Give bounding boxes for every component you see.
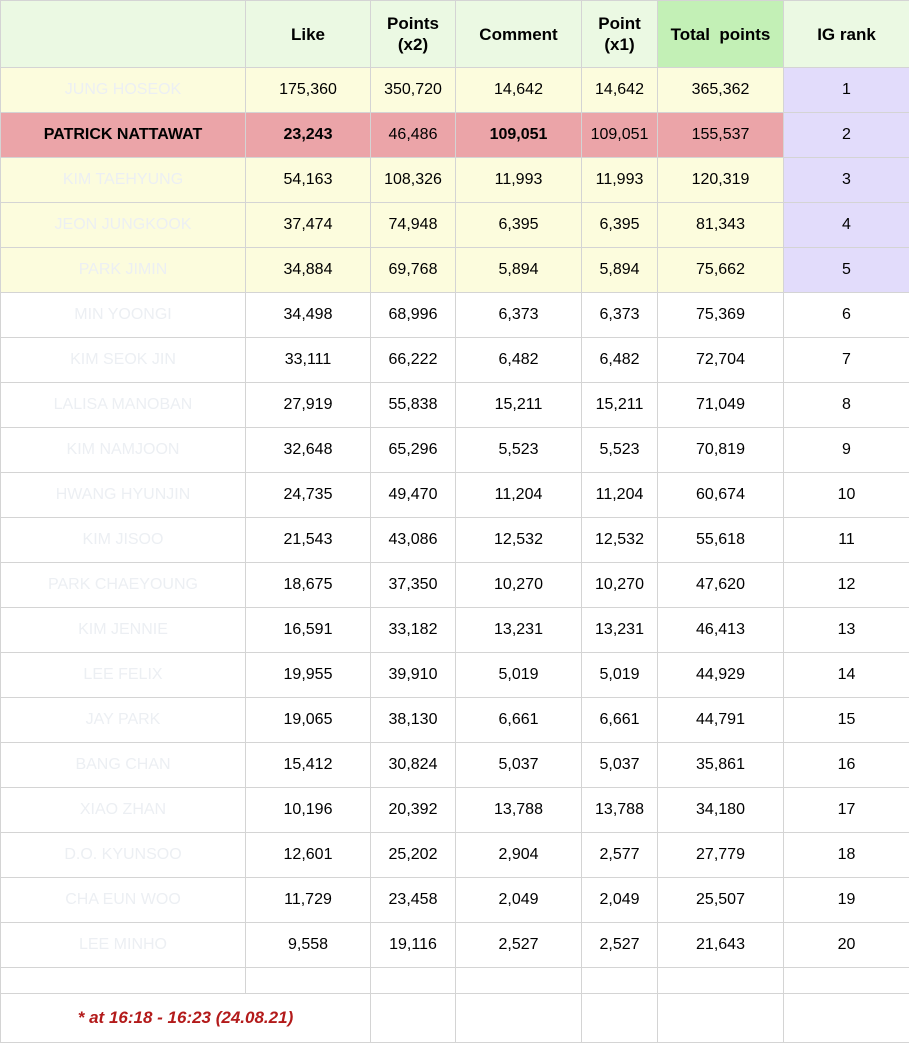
ig-rank-cell: 16 [784, 743, 909, 788]
header-points-x2-label: Points (x2) [387, 14, 439, 54]
name-cell: KIM TAEHYUNG [1, 158, 246, 203]
points-x2-cell: 37,350 [371, 563, 456, 608]
total-points-cell: 365,362 [658, 68, 784, 113]
total-points-cell: 34,180 [658, 788, 784, 833]
header-like-label: Like [290, 24, 326, 44]
total-points-cell: 35,861 [658, 743, 784, 788]
points-x2-cell: 350,720 [371, 68, 456, 113]
comment-cell: 5,894 [456, 248, 582, 293]
points-x2-cell: 33,182 [371, 608, 456, 653]
points-x2-cell: 38,130 [371, 698, 456, 743]
like-cell: 33,111 [246, 338, 371, 383]
like-cell: 54,163 [246, 158, 371, 203]
table-row [1, 698, 909, 743]
like-cell: 19,955 [246, 653, 371, 698]
total-points-cell: 75,662 [658, 248, 784, 293]
point-x1-cell: 15,211 [582, 383, 658, 428]
total-points-cell: 155,537 [658, 113, 784, 158]
comment-cell: 2,527 [456, 923, 582, 968]
total-points-cell: 46,413 [658, 608, 784, 653]
like-cell: 34,498 [246, 293, 371, 338]
like-cell: 12,601 [246, 833, 371, 878]
comment-cell: 6,482 [456, 338, 582, 383]
comment-cell: 5,019 [456, 653, 582, 698]
header-point-x1 [582, 1, 658, 68]
footer-row [1, 994, 909, 1043]
point-x1-cell: 13,788 [582, 788, 658, 833]
comment-cell: 11,204 [456, 473, 582, 518]
ig-rank-cell: 13 [784, 608, 909, 653]
table-row [1, 338, 909, 383]
total-points-cell: 81,343 [658, 203, 784, 248]
points-x2-cell: 108,326 [371, 158, 456, 203]
points-x2-cell: 68,996 [371, 293, 456, 338]
like-cell: 18,675 [246, 563, 371, 608]
header-comment-label: Comment [479, 24, 558, 44]
points-x2-cell: 46,486 [371, 113, 456, 158]
comment-cell: 12,532 [456, 518, 582, 563]
ig-rank-cell: 15 [784, 698, 909, 743]
point-x1-cell: 6,661 [582, 698, 658, 743]
ig-rank-cell: 11 [784, 518, 909, 563]
header-comment [456, 1, 582, 68]
points-x2-cell: 66,222 [371, 338, 456, 383]
name-cell: XIAO ZHAN [1, 788, 246, 833]
like-cell: 10,196 [246, 788, 371, 833]
table-row [1, 293, 909, 338]
table-row [1, 68, 909, 113]
name-cell: JEON JUNGKOOK [1, 203, 246, 248]
point-x1-cell: 5,523 [582, 428, 658, 473]
comment-cell: 10,270 [456, 563, 582, 608]
ig-rank-cell: 1 [784, 68, 909, 113]
table-row [1, 473, 909, 518]
like-cell: 37,474 [246, 203, 371, 248]
ig-rank-cell: 7 [784, 338, 909, 383]
ig-rank-cell: 14 [784, 653, 909, 698]
header-total-points [658, 1, 784, 68]
table-row [1, 923, 909, 968]
point-x1-cell: 5,894 [582, 248, 658, 293]
table-row [1, 563, 909, 608]
like-cell: 21,543 [246, 518, 371, 563]
name-cell: LALISA MANOBAN [1, 383, 246, 428]
name-cell: KIM SEOK JIN [1, 338, 246, 383]
header-like [246, 1, 371, 68]
comment-cell: 13,231 [456, 608, 582, 653]
point-x1-cell: 12,532 [582, 518, 658, 563]
comment-cell: 2,904 [456, 833, 582, 878]
comment-cell: 109,051 [456, 113, 582, 158]
spacer-row [1, 968, 909, 994]
points-x2-cell: 55,838 [371, 383, 456, 428]
table-row [1, 203, 909, 248]
timestamp-note: * at 16:18 - 16:23 (24.08.21) [1, 994, 371, 1043]
total-points-cell: 71,049 [658, 383, 784, 428]
points-x2-cell: 74,948 [371, 203, 456, 248]
points-x2-cell: 30,824 [371, 743, 456, 788]
name-cell: KIM NAMJOON [1, 428, 246, 473]
name-cell: PARK JIMIN [1, 248, 246, 293]
point-x1-cell: 6,395 [582, 203, 658, 248]
comment-cell: 13,788 [456, 788, 582, 833]
ig-rank-cell: 6 [784, 293, 909, 338]
like-cell: 16,591 [246, 608, 371, 653]
point-x1-cell: 2,577 [582, 833, 658, 878]
header-ig-rank-label: IG rank [817, 24, 876, 44]
ig-rank-cell: 2 [784, 113, 909, 158]
total-points-cell: 21,643 [658, 923, 784, 968]
name-cell: HWANG HYUNJIN [1, 473, 246, 518]
ig-rank-cell: 17 [784, 788, 909, 833]
name-cell: D.O. KYUNSOO [1, 833, 246, 878]
name-cell: PARK CHAEYOUNG [1, 563, 246, 608]
points-x2-cell: 39,910 [371, 653, 456, 698]
point-x1-cell: 14,642 [582, 68, 658, 113]
comment-cell: 14,642 [456, 68, 582, 113]
name-cell: BANG CHAN [1, 743, 246, 788]
total-points-cell: 55,618 [658, 518, 784, 563]
header-name [1, 1, 246, 68]
ig-rank-cell: 20 [784, 923, 909, 968]
name-cell: JUNG HOSEOK [1, 68, 246, 113]
table-row [1, 833, 909, 878]
points-x2-cell: 19,116 [371, 923, 456, 968]
table-row [1, 113, 909, 158]
name-cell: LEE MINHO [1, 923, 246, 968]
total-points-cell: 60,674 [658, 473, 784, 518]
header-row [1, 1, 909, 68]
name-cell: CHA EUN WOO [1, 878, 246, 923]
ig-rank-cell: 5 [784, 248, 909, 293]
total-points-cell: 27,779 [658, 833, 784, 878]
points-x2-cell: 23,458 [371, 878, 456, 923]
point-x1-cell: 11,204 [582, 473, 658, 518]
table-row [1, 653, 909, 698]
name-cell: JAY PARK [1, 698, 246, 743]
ig-rank-cell: 10 [784, 473, 909, 518]
table-body [1, 68, 909, 968]
header-ig-rank [784, 1, 909, 68]
like-cell: 175,360 [246, 68, 371, 113]
total-points-cell: 75,369 [658, 293, 784, 338]
table-row [1, 743, 909, 788]
comment-cell: 2,049 [456, 878, 582, 923]
total-points-cell: 44,791 [658, 698, 784, 743]
point-x1-cell: 2,527 [582, 923, 658, 968]
table-row [1, 878, 909, 923]
points-x2-cell: 65,296 [371, 428, 456, 473]
total-points-cell: 70,819 [658, 428, 784, 473]
comment-cell: 15,211 [456, 383, 582, 428]
table-row [1, 608, 909, 653]
ig-rank-cell: 12 [784, 563, 909, 608]
table-row [1, 428, 909, 473]
comment-cell: 6,661 [456, 698, 582, 743]
comment-cell: 6,373 [456, 293, 582, 338]
comment-cell: 11,993 [456, 158, 582, 203]
point-x1-cell: 5,037 [582, 743, 658, 788]
table-row [1, 383, 909, 428]
header-total-points-label: Total points [670, 24, 771, 44]
points-x2-cell: 69,768 [371, 248, 456, 293]
ig-rank-cell: 9 [784, 428, 909, 473]
comment-cell: 5,037 [456, 743, 582, 788]
table-row [1, 158, 909, 203]
like-cell: 27,919 [246, 383, 371, 428]
name-cell: LEE FELIX [1, 653, 246, 698]
table-row [1, 518, 909, 563]
ig-rank-cell: 19 [784, 878, 909, 923]
total-points-cell: 47,620 [658, 563, 784, 608]
ig-rank-cell: 3 [784, 158, 909, 203]
name-cell: KIM JENNIE [1, 608, 246, 653]
ig-rank-cell: 4 [784, 203, 909, 248]
total-points-cell: 120,319 [658, 158, 784, 203]
name-cell: PATRICK NATTAWAT [1, 113, 246, 158]
header-points-x2 [371, 1, 456, 68]
point-x1-cell: 5,019 [582, 653, 658, 698]
header-point-x1-label: Point (x1) [598, 14, 641, 54]
table-row [1, 248, 909, 293]
name-cell: KIM JISOO [1, 518, 246, 563]
point-x1-cell: 13,231 [582, 608, 658, 653]
point-x1-cell: 2,049 [582, 878, 658, 923]
total-points-cell: 25,507 [658, 878, 784, 923]
like-cell: 11,729 [246, 878, 371, 923]
ig-rank-cell: 8 [784, 383, 909, 428]
point-x1-cell: 6,482 [582, 338, 658, 383]
points-x2-cell: 43,086 [371, 518, 456, 563]
name-cell: MIN YOONGI [1, 293, 246, 338]
like-cell: 19,065 [246, 698, 371, 743]
points-x2-cell: 25,202 [371, 833, 456, 878]
like-cell: 23,243 [246, 113, 371, 158]
ig-rank-cell: 18 [784, 833, 909, 878]
point-x1-cell: 109,051 [582, 113, 658, 158]
points-x2-cell: 49,470 [371, 473, 456, 518]
comment-cell: 6,395 [456, 203, 582, 248]
point-x1-cell: 11,993 [582, 158, 658, 203]
like-cell: 9,558 [246, 923, 371, 968]
like-cell: 34,884 [246, 248, 371, 293]
point-x1-cell: 10,270 [582, 563, 658, 608]
points-x2-cell: 20,392 [371, 788, 456, 833]
like-cell: 32,648 [246, 428, 371, 473]
table-row [1, 788, 909, 833]
comment-cell: 5,523 [456, 428, 582, 473]
point-x1-cell: 6,373 [582, 293, 658, 338]
total-points-cell: 44,929 [658, 653, 784, 698]
total-points-cell: 72,704 [658, 338, 784, 383]
like-cell: 15,412 [246, 743, 371, 788]
like-cell: 24,735 [246, 473, 371, 518]
